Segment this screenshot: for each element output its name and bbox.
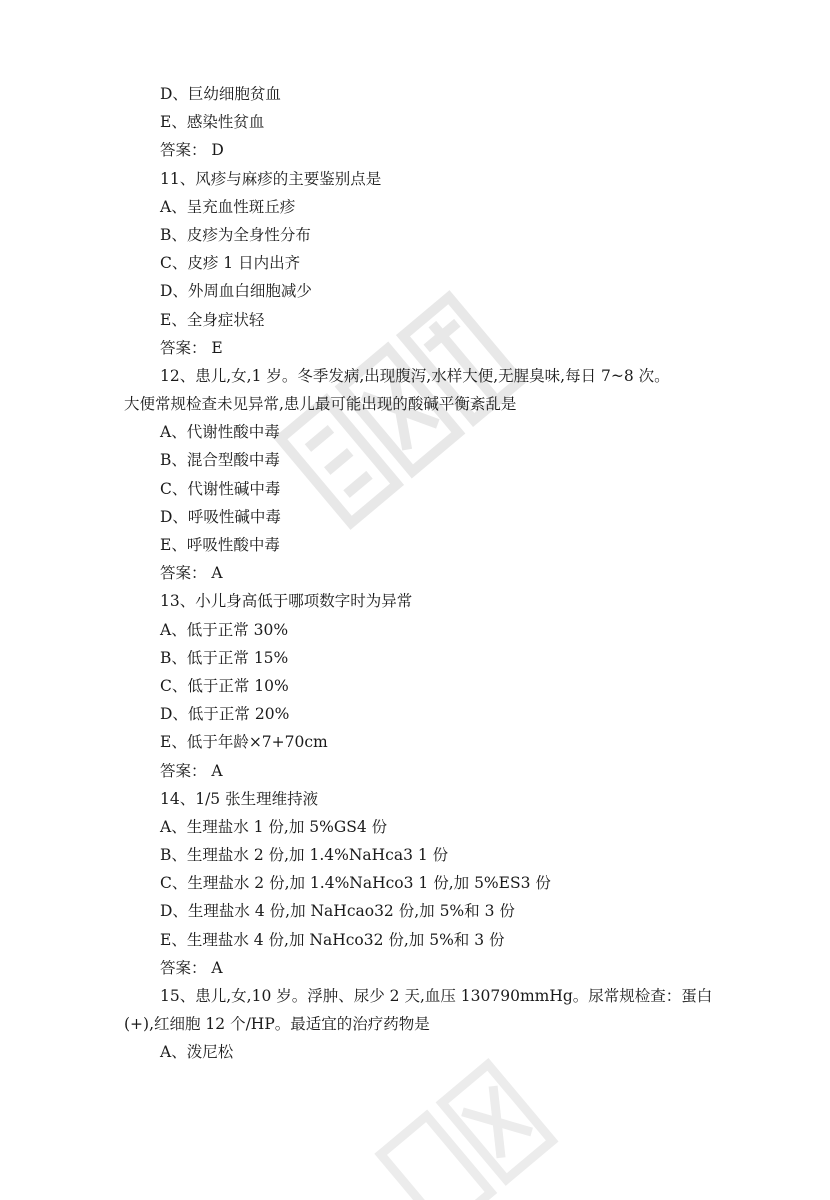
option-line: E、全身症状轻: [160, 310, 265, 329]
option-line: A、代谢性酸中毒: [160, 423, 280, 442]
option-line: B、低于正常 15%: [160, 648, 289, 667]
option-line: B、皮疹为全身性分布: [160, 225, 311, 244]
answer-line: 答案： E: [160, 338, 223, 357]
answer-line: 答案： A: [160, 958, 223, 977]
option-line: E、感染性贫血: [160, 113, 265, 132]
option-line: A、泼尼松: [160, 1043, 234, 1062]
question-continuation-line: 大便常规检查未见异常,患儿最可能出现的酸碱平衡紊乱是: [124, 395, 517, 414]
option-line: B、生理盐水 2 份,加 1.4%NaHca3 1 份: [160, 846, 449, 865]
option-line: E、生理盐水 4 份,加 NaHco32 份,加 5%和 3 份: [160, 930, 505, 949]
option-line: D、低于正常 20%: [160, 705, 290, 724]
option-line: B、混合型酸中毒: [160, 451, 280, 470]
option-line: C、皮疹 1 日内出齐: [160, 254, 301, 273]
option-line: D、巨幼细胞贫血: [160, 85, 281, 103]
option-line: D、外周血白细胞减少: [160, 282, 312, 301]
option-line: E、呼吸性酸中毒: [160, 536, 280, 554]
question-line: 14、1/5 张生理维持液: [160, 789, 319, 808]
option-line: C、代谢性碱中毒: [160, 479, 281, 498]
question-line: 11、风疹与麻疹的主要鉴别点是: [160, 169, 382, 188]
option-line: C、生理盐水 2 份,加 1.4%NaHco3 1 份,加 5%ES3 份: [160, 874, 551, 893]
question-line: 12、患儿,女,1 岁。冬季发病,出现腹泻,水样大便,无腥臭味,每日 7~8 次。: [160, 366, 670, 385]
option-line: A、生理盐水 1 份,加 5%GS4 份: [160, 817, 388, 836]
question-continuation-line: (+),红细胞 12 个/HP。最适宜的治疗药物是: [124, 1015, 430, 1034]
answer-line: 答案： D: [160, 141, 224, 160]
question-line: 15、患儿,女,10 岁。浮肿、尿少 2 天,血压 130790mmHg。尿常规检查：蛋白: [160, 987, 713, 1005]
answer-line: 答案： A: [160, 761, 223, 780]
option-line: A、呈充血性斑丘疹: [160, 197, 296, 216]
option-line: D、生理盐水 4 份,加 NaHcao32 份,加 5%和 3 份: [160, 902, 515, 921]
option-line: E、低于年龄×7+70cm: [160, 733, 328, 752]
option-line: C、低于正常 10%: [160, 676, 289, 695]
option-line: D、呼吸性碱中毒: [160, 507, 281, 526]
option-line: A、低于正常 30%: [160, 620, 289, 639]
document-body: [124, 80, 730, 1067]
answer-line: 答案： A: [160, 564, 223, 583]
question-line: 13、小儿身高低于哪项数字时为异常: [160, 592, 413, 611]
